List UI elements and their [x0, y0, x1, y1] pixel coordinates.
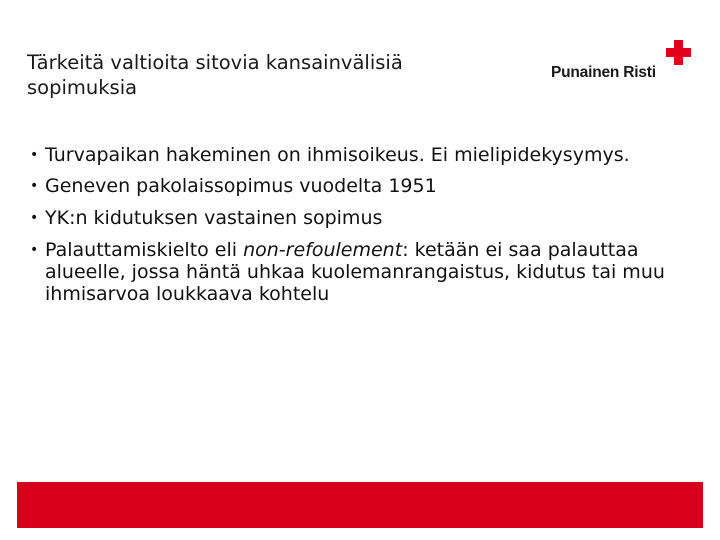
bullet-icon: • [30, 147, 39, 163]
bullet-text: Turvapaikan hakeminen on ihmisoikeus. Ei mielipidekysymys. [45, 144, 630, 166]
bullet-icon: • [30, 210, 39, 226]
footer-bar [17, 482, 703, 528]
bullet-text: Geneven pakolaissopimus vuodelta 1951 [45, 175, 437, 197]
logo-text: Punainen Risti [551, 64, 656, 81]
list-item [30, 239, 695, 305]
bullet-text-italic: non-refoulement [243, 239, 403, 261]
list-item [30, 207, 695, 229]
bullet-text-start: Palauttamiskielto eli [45, 239, 244, 261]
slide-title: Tärkeitä valtioita sitovia kansainvälisiä sopimuksia [27, 51, 403, 99]
bullet-text: YK:n kidutuksen vastainen sopimus [45, 207, 383, 229]
bullet-text-end: : ketään ei saa palauttaa alueelle, jossa häntä uhkaa kuolemanrangaistus, kidutus tai muu ihmisarvoa loukkaava kohtelu [45, 239, 665, 305]
list-item [30, 144, 695, 166]
bullet-icon: • [30, 242, 39, 258]
list-item [30, 175, 695, 197]
bullet-list [30, 144, 695, 314]
bullet-icon: • [30, 178, 39, 194]
red-cross-logo [548, 40, 693, 92]
red-cross-icon [666, 40, 691, 65]
